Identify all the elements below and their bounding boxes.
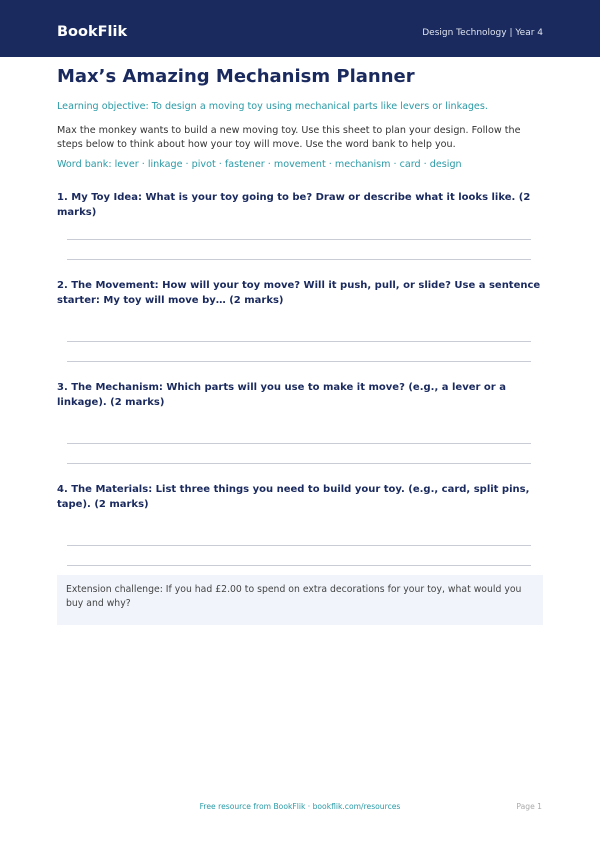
answer-line: [67, 361, 531, 362]
answer-line: [67, 545, 531, 546]
intro-paragraph: Max the monkey wants to build a new moving toy. Use this sheet to plan your design. Follow the steps below to think about how your toy will move. Use the word bank to help you.: [57, 125, 521, 150]
answer-line: [67, 341, 531, 342]
word-bank: Word bank: lever · linkage · pivot · fastener · movement · mechanism · card · design: [57, 159, 462, 170]
footer-credit: Free resource from BookFlik · bookflik.com/resources: [199, 802, 401, 811]
subject-year-label: Design Technology | Year 4: [422, 28, 543, 38]
learning-objective: Learning objective: To design a moving toy using mechanical parts like levers or linkages.: [57, 101, 488, 112]
extension-challenge-box: [57, 575, 543, 625]
brand-logo-text: BookFlik: [57, 24, 128, 40]
worksheet-title: Max’s Amazing Mechanism Planner: [57, 66, 415, 87]
answer-line: [67, 443, 531, 444]
answer-line: [67, 463, 531, 464]
question-4: 4. The Materials: List three things you need to build your toy. (e.g., card, split pins, tape). (2 marks): [57, 484, 530, 510]
extension-challenge-text: Extension challenge: If you had £2.00 to spend on extra decorations for your toy, what would you buy and why?: [66, 584, 522, 609]
question-1: 1. My Toy Idea: What is your toy going to be? Draw or describe what it looks like. (2 marks): [57, 192, 531, 218]
question-3: 3. The Mechanism: Which parts will you use to make it move? (e.g., a lever or a linkage). (2 marks): [57, 382, 506, 408]
answer-line: [67, 259, 531, 260]
answer-line: [67, 239, 531, 240]
answer-line: [67, 565, 531, 566]
question-2: 2. The Movement: How will your toy move? Will it push, pull, or slide? Use a sentence starter: My toy will move by… (2 marks): [57, 280, 541, 306]
page-number: Page 1: [516, 802, 542, 811]
page-header: [0, 0, 600, 57]
